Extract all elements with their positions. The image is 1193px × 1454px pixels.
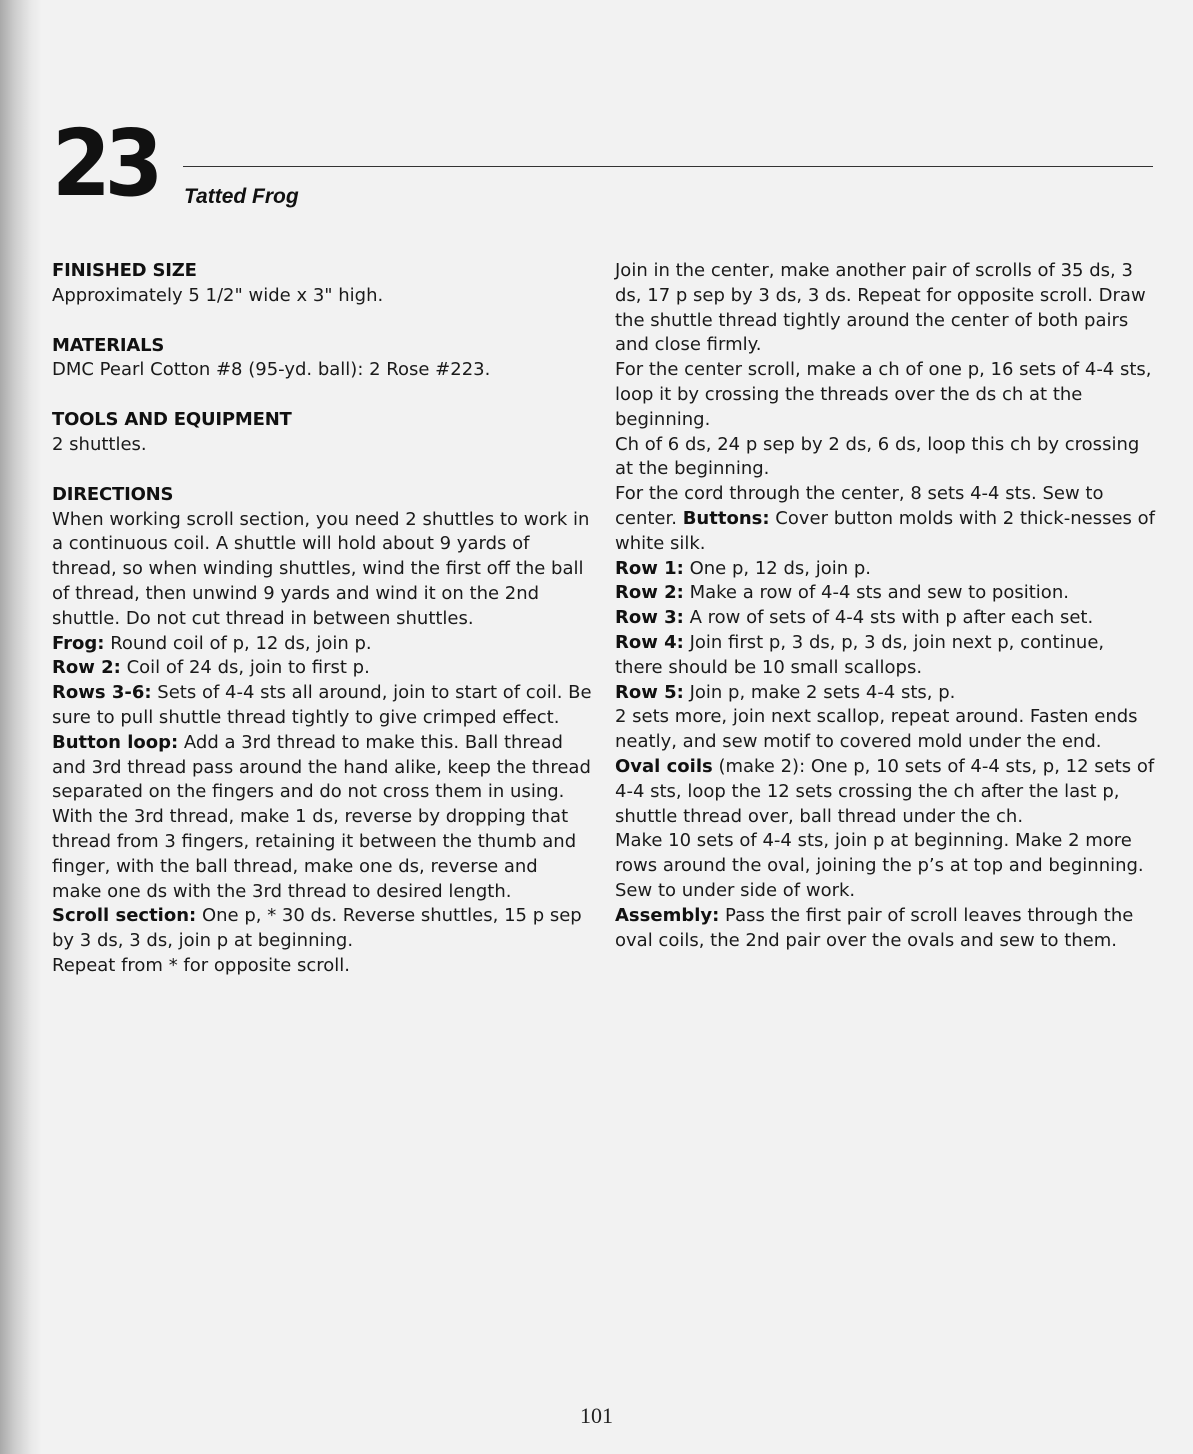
button-row-3-step <box>615 606 1155 631</box>
button-row-3-label: Row 3: <box>615 607 684 629</box>
oval-coils-label: Oval coils <box>615 755 713 777</box>
directions-heading: DIRECTIONS <box>52 483 174 505</box>
button-row-2-label: Row 2: <box>615 582 684 604</box>
button-row-3-text: A row of sets of 4-4 sts with p after each set. <box>683 607 1094 629</box>
repeat-step: Repeat from * for opposite scroll. <box>52 954 351 976</box>
button-row-5-label: Row 5: <box>615 681 684 703</box>
chain-step: Ch of 6 ds, 24 p sep by 2 ds, 6 ds, loop this ch by crossing at the beginning. <box>615 433 1140 480</box>
tools-heading: TOOLS AND EQUIPMENT <box>52 409 292 431</box>
scroll-section-text: One p, * 30 ds. Reverse shuttles, 15 p sep by 3 ds, 3 ds, join p at beginning. <box>52 905 582 952</box>
button-row-1-label: Row 1: <box>615 557 684 579</box>
join-center-step: Join in the center, make another pair of scrolls of 35 ds, 3 ds, 17 p sep by 3 ds, 3 ds. Repeat for opposite scroll. Draw the shuttle thread tightly around the center of both pairs and close firmly. <box>615 260 1146 356</box>
right-column <box>615 259 1155 953</box>
center-scroll-step: For the center scroll, make a ch of one p, 16 sets of 4-4 sts, loop it by crossing the threads over the ds ch at the beginning. <box>615 359 1152 430</box>
tools-text: 2 shuttles. <box>52 433 147 455</box>
directions-section <box>52 483 592 979</box>
rows-3-6-text: Sets of 4-4 sts all around, join to start of coil. Be sure to pull shuttle thread tightly to give crimped effect. <box>52 682 592 728</box>
button-row-2-step <box>615 581 1155 606</box>
scroll-section-label: Scroll section: <box>52 905 197 927</box>
assembly-label: Assembly: <box>615 904 720 926</box>
header-rule <box>183 166 1153 167</box>
rows-3-6-step <box>52 681 592 731</box>
button-row-4-text: Join first p, 3 ds, p, 3 ds, join next p, continue, there should be 10 small scallops. <box>615 631 1105 678</box>
materials-section <box>52 334 592 384</box>
tools-section <box>52 408 592 458</box>
page-number: 101 <box>580 1403 613 1428</box>
row-2-label: Row 2: <box>52 657 121 679</box>
button-row-4-label: Row 4: <box>615 631 684 653</box>
frog-step <box>52 632 592 657</box>
button-row-1-step <box>615 557 1155 582</box>
rows-3-6-label: Rows 3-6: <box>52 682 152 704</box>
finished-size-heading: FINISHED SIZE <box>52 260 197 281</box>
pattern-title: Tatted Frog <box>184 185 299 208</box>
frog-label: Frog: <box>52 632 105 654</box>
button-row-5-step <box>615 681 1155 706</box>
scroll-section-step <box>52 904 592 954</box>
cord-text: For the cord through the center, 8 sets 4-4 sts. Sew to center. <box>615 483 1104 529</box>
buttons-text: Cover button molds with 2 thick-nesses of white silk. <box>615 507 1155 554</box>
button-row-5-text: Join p, make 2 sets 4-4 sts, p. <box>683 681 956 703</box>
make-10-sets-step: Make 10 sets of 4-4 sts, join p at beginning. Make 2 more rows around the oval, joining the p’s at top and beginning. Sew to under side of work. <box>615 830 1144 901</box>
materials-heading: MATERIALS <box>52 334 165 356</box>
row-2-step <box>52 656 592 681</box>
directions-intro: When working scroll section, you need 2 shuttles to work in a continuous coil. A shuttle will hold about 9 yards of thread, so when winding shuttles, wind the first off the ball of thread, then unwind 9 yards and wind it on the 2nd shuttle. Do not cut thread in between shuttles. <box>52 508 590 629</box>
pattern-number: 23 <box>52 110 157 217</box>
button-loop-text: Add a 3rd thread to make this. Ball thread and 3rd thread pass around the hand alike, keep the thread separated on the fingers and do not cross them in using. With the 3rd thread, make 1 ds, reverse by dropping that thread from 3 fingers, retaining it between the thumb and finger, with the ball thread, make one ds, reverse and make one ds with the 3rd thread to desired length. <box>52 731 591 902</box>
button-loop-step <box>52 731 592 905</box>
assembly-text: Pass the first pair of scroll leaves through the oval coils, the 2nd pair over the ovals and sew to them. <box>615 904 1134 951</box>
button-row-2-text: Make a row of 4-4 sts and sew to position. <box>683 582 1069 604</box>
button-row-1-text: One p, 12 ds, join p. <box>683 557 871 579</box>
row-5-continued-step: 2 sets more, join next scallop, repeat around. Fasten ends neatly, and sew motif to covered mold under the end. <box>615 706 1138 753</box>
oval-coils-step <box>615 755 1155 829</box>
finished-size-section <box>52 259 592 309</box>
book-spine-shadow <box>0 0 42 1454</box>
frog-text: Round coil of p, 12 ds, join p. <box>104 632 372 654</box>
button-row-4-step <box>615 631 1155 681</box>
finished-size-text: Approximately 5 1/2" wide x 3" high. <box>52 284 384 306</box>
assembly-step <box>615 904 1155 954</box>
left-column <box>52 259 592 979</box>
oval-coils-text: (make 2): One p, 10 sets of 4-4 sts, p, 12 sets of 4-4 sts, loop the 12 sets crossing the ch after the last p, shuttle thread over, ball thread under the ch. <box>615 755 1155 827</box>
cord-step <box>615 482 1155 556</box>
buttons-label: Buttons: <box>682 507 770 529</box>
row-2-text: Coil of 24 ds, join to first p. <box>120 657 370 679</box>
button-loop-label: Button loop: <box>52 731 179 753</box>
materials-text: DMC Pearl Cotton #8 (95-yd. ball): 2 Rose #223. <box>52 359 491 381</box>
